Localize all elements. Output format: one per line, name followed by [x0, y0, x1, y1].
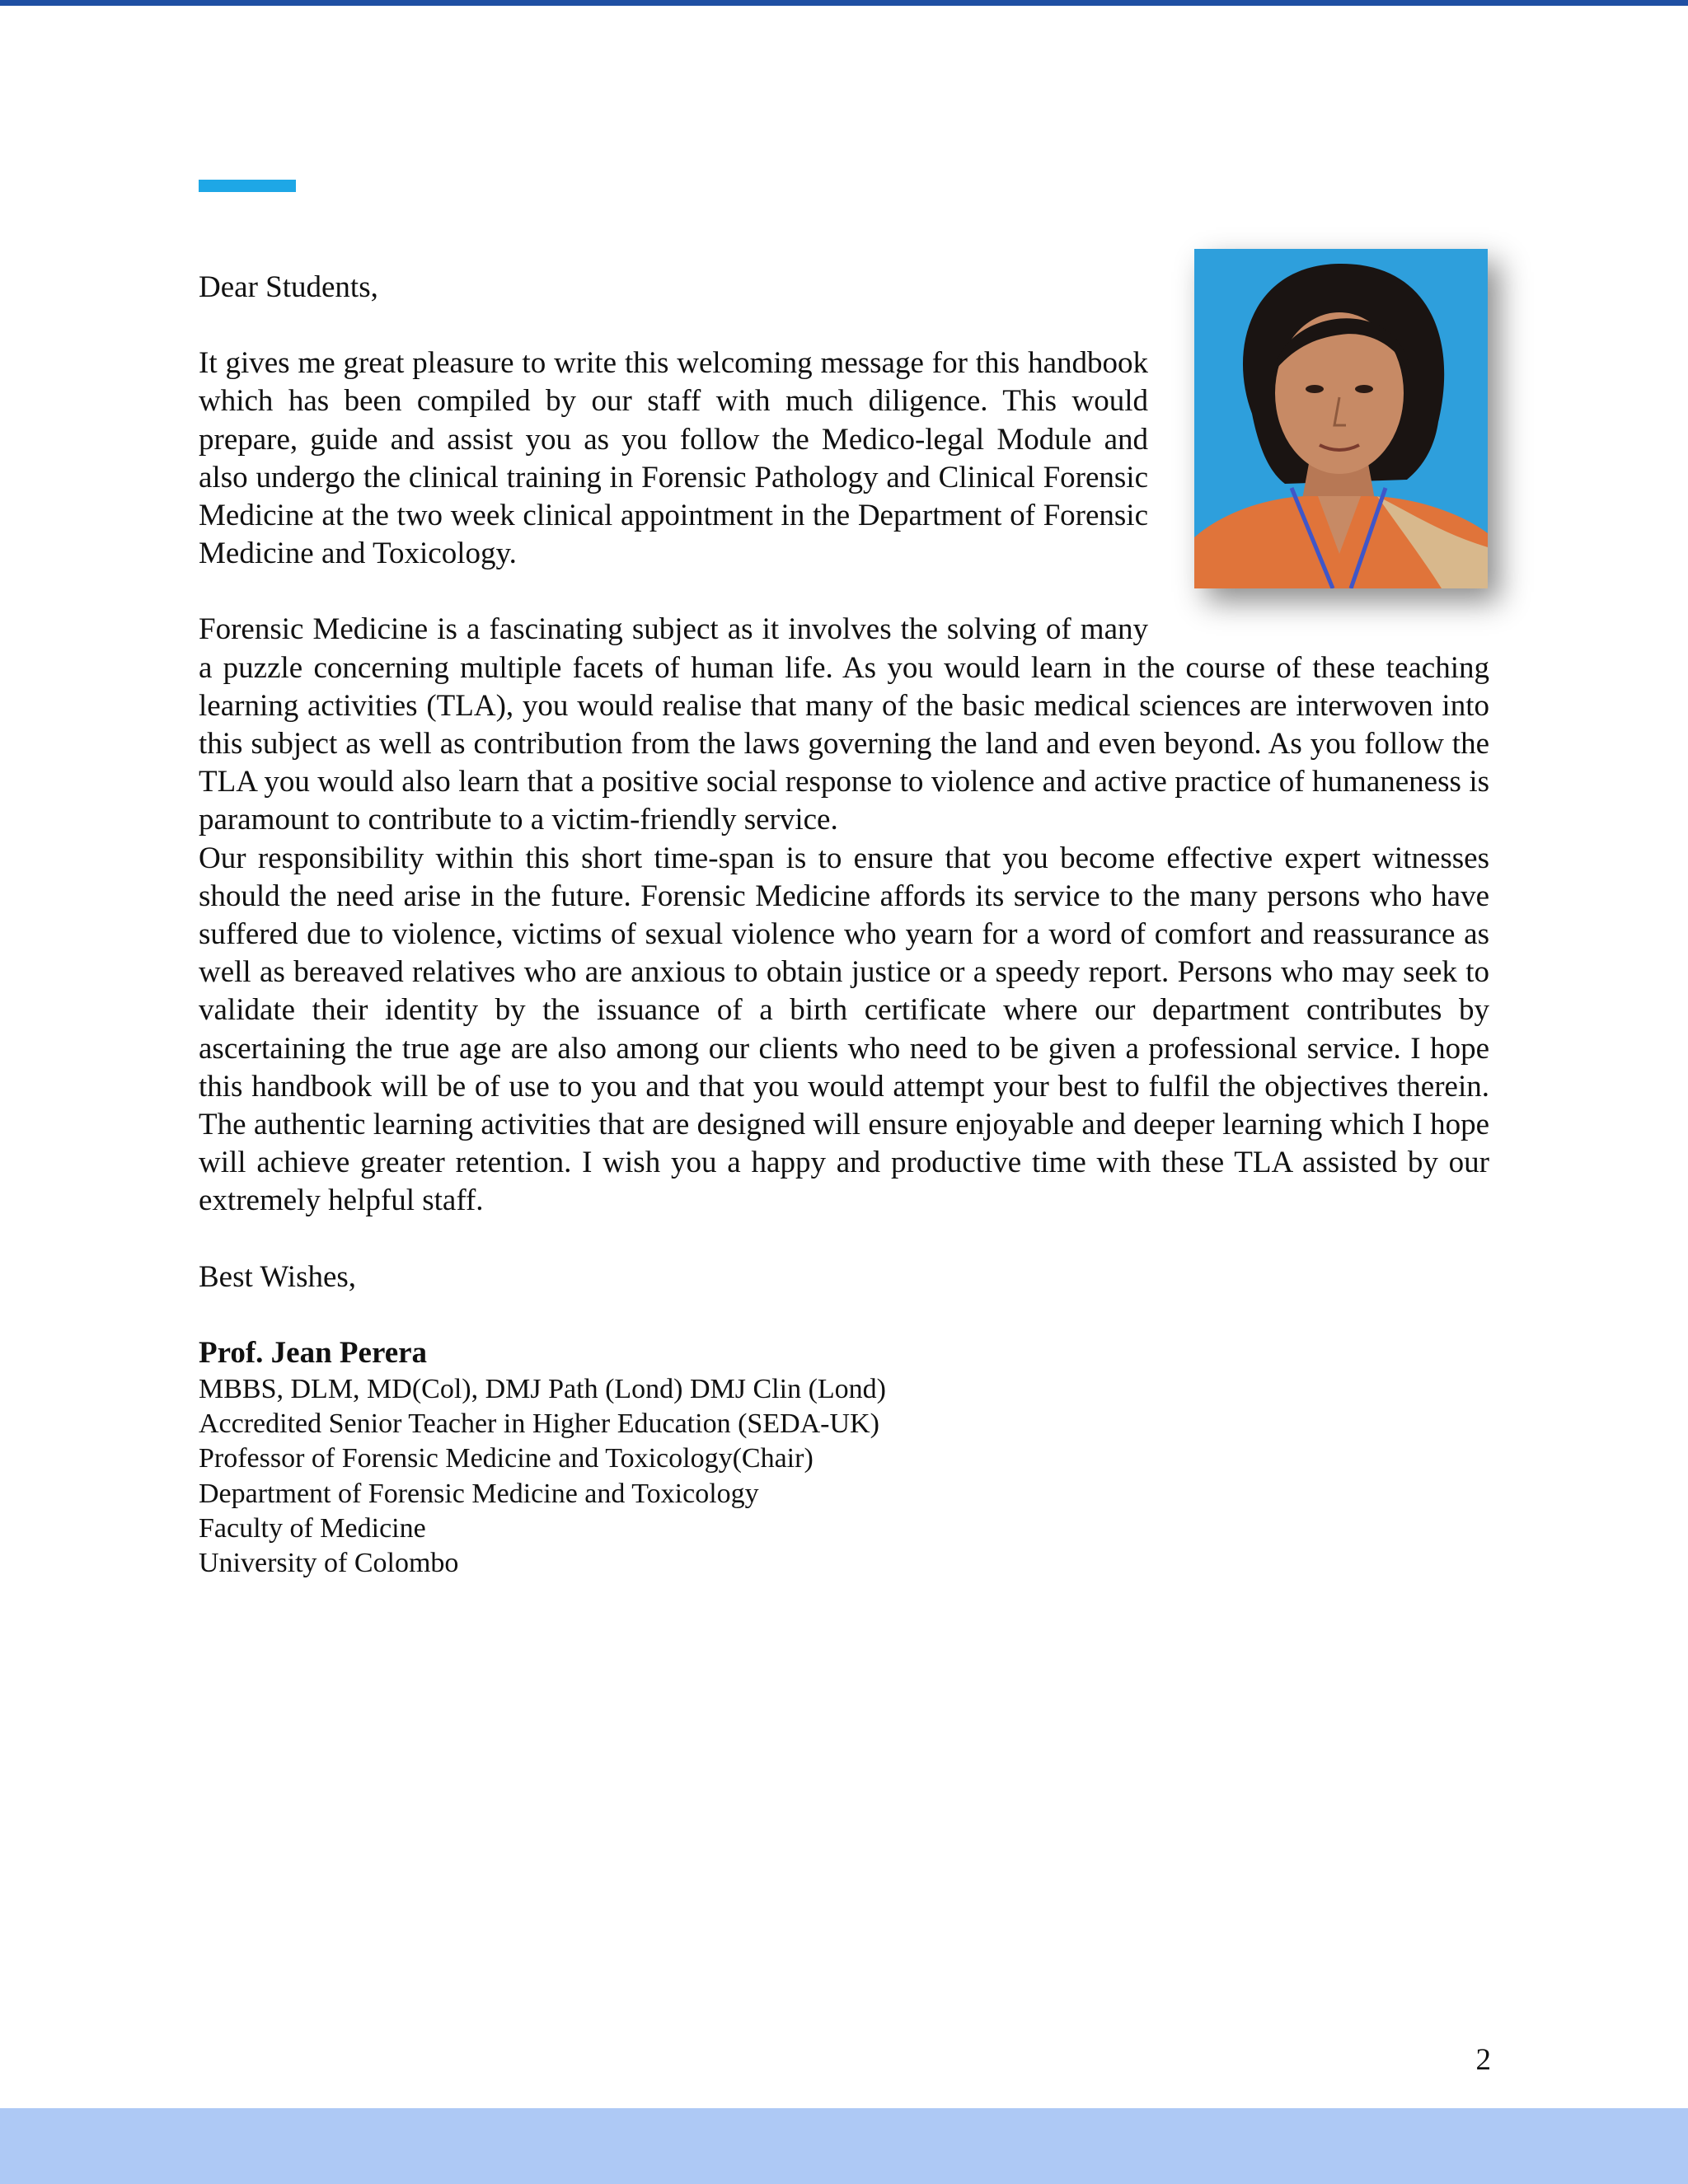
- portrait-photo: [1194, 249, 1488, 588]
- closing: Best Wishes,: [199, 1259, 357, 1294]
- credential-line: Professor of Forensic Medicine and Toxicology(Chair): [199, 1443, 814, 1474]
- paragraph-1: It gives me great pleasure to write this welcoming message for this handbook which has been compiled by our staff with much diligence. This would prepare, guide and assist you as you follow the Medico-legal Module and also undergo the clinical training in Forensic Pathology and Clinical Forensic Medicine at the two week clinical appointment in the Department of Forensic Medicine and Toxicology.: [199, 346, 1148, 571]
- spacer: [199, 1221, 1489, 1258]
- credential-line: Accredited Senior Teacher in Higher Education (SEDA-UK): [199, 1408, 879, 1440]
- credential-line: Department of Forensic Medicine and Toxicology: [199, 1478, 759, 1509]
- signatory-name: Prof. Jean Perera: [199, 1335, 428, 1370]
- credential-line: MBBS, DLM, MD(Col), DMJ Path (Lond) DMJ Clin (Lond): [199, 1373, 886, 1404]
- credential-line: University of Colombo: [199, 1548, 459, 1579]
- bottom-band: [0, 2108, 1688, 2184]
- top-rule: [0, 0, 1688, 6]
- accent-bar: [199, 180, 296, 192]
- page-number: 2: [1475, 2043, 1491, 2077]
- spacer: [199, 1296, 1489, 1334]
- credential-line: Faculty of Medicine: [199, 1513, 426, 1544]
- paragraph-3: Our responsibility within this short time-span is to ensure that you become effective expert witnesses should the need arise in the future. Forensic Medicine affords its service to the many persons who have suffered due to violence, victims of sexual violence who yearn for a word of comfort and reassurance as well as bereaved relatives who are anxious to obtain justice or a speedy report. Persons who may seek to validate their identity by the issuance of a birth certificate where our department contributes by ascertaining the true age are also among our clients who need to be given a professional service. I hope this handbook will be of use to you and that you would attempt your best to fulfil the objectives therein. The authentic learning activities that are designed will ensure enjoyable and deeper learning which I hope will achieve greater retention. I wish you a happy and productive time with these TLA assisted by our extremely helpful staff.: [199, 841, 1489, 1218]
- letter-body: [199, 269, 1489, 1582]
- portrait-frame: [1194, 249, 1491, 588]
- paragraph-2: Forensic Medicine is a fascinating subject as it involves the solving of many a puzzle concerning multiple facets of human life. As you would learn in the course of these teaching learning activities (TLA), you would realise that many of the basic medical sciences are interwoven into this subject as well as contribution from the laws governing the land and even beyond. As you follow the TLA you would also learn that a positive social response to violence and active practice of humaneness is paramount to contribute to a victim-friendly service.: [199, 612, 1489, 837]
- salutation: Dear Students,: [199, 270, 378, 304]
